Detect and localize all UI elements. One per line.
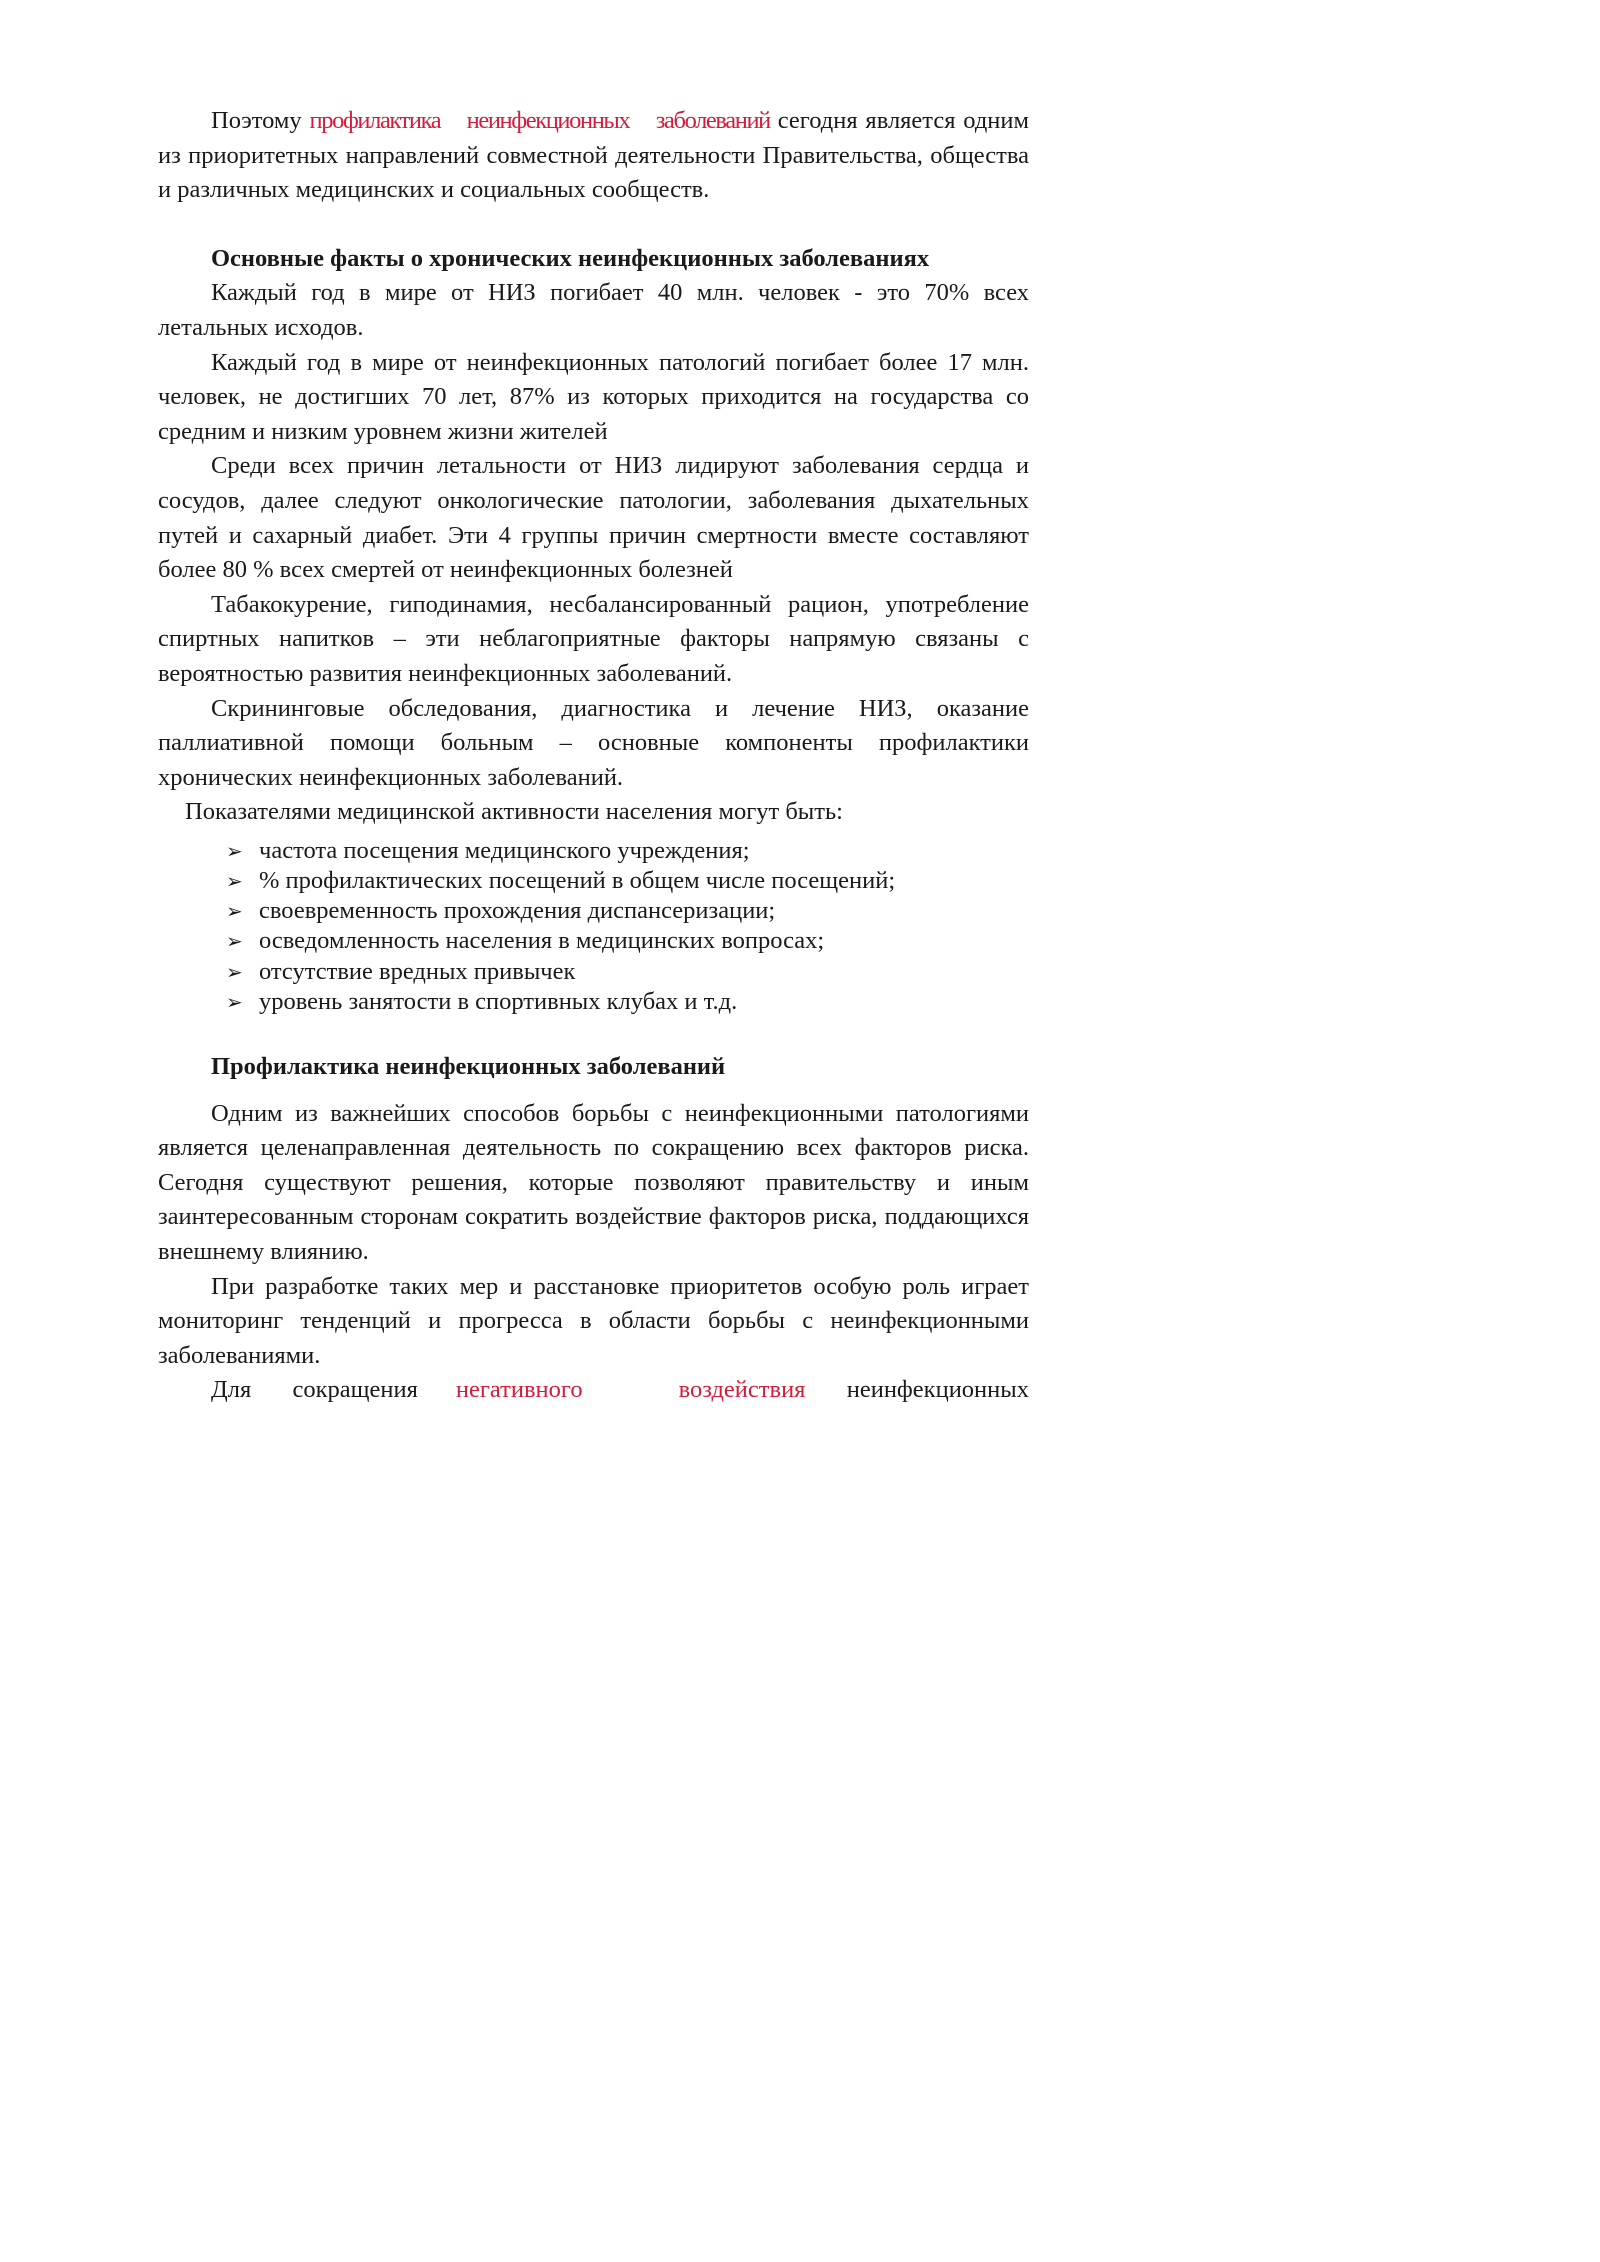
list-item — [226, 926, 1029, 956]
intro-paragraph — [158, 104, 1029, 208]
list-item-text: % профилактических посещений в общем числе посещений; — [259, 867, 896, 895]
intro-highlight: профилактика неинфекционных заболеваний — [309, 107, 770, 134]
arrowhead-bullet-icon: ➢ — [226, 899, 243, 924]
list-item-text: отсутствие вредных привычек — [259, 957, 576, 985]
prevention-heading: Профилактика неинфекционных заболеваний — [211, 1053, 726, 1081]
arrowhead-bullet-icon: ➢ — [226, 869, 243, 894]
list-item-text: уровень занятости в спортивных клубах и т.д. — [259, 987, 738, 1015]
list-item — [226, 866, 1029, 896]
arrowhead-bullet-icon: ➢ — [226, 959, 243, 984]
facts-paragraph-1: Каждый год в мире от НИЗ погибает 40 млн. человек - это 70% всех летальных исходов. — [158, 279, 1029, 341]
arrowhead-bullet-icon: ➢ — [226, 929, 243, 954]
facts-paragraph-5: Скрининговые обследования, диагностика и лечение НИЗ, оказание паллиативной помощи больным – основные компоненты профилактики хронических неинфекционных заболеваний. — [158, 694, 1029, 791]
arrowhead-bullet-icon: ➢ — [226, 838, 243, 863]
indicators-list — [158, 836, 1029, 1017]
final-line-highlight-1: негативного — [455, 1376, 583, 1404]
list-item-text: своевременность прохождения диспансеризации; — [259, 897, 776, 925]
final-line-rest: неинфекционных — [846, 1376, 1029, 1404]
indicators-intro: Показателями медицинской активности населения могут быть: — [185, 798, 843, 826]
final-line-highlight-2: воздействия — [678, 1376, 806, 1404]
facts-heading: Основные факты о хронических неинфекционных заболеваниях — [211, 244, 930, 272]
document-page — [158, 104, 1029, 1408]
prevention-paragraph-2: При разработке таких мер и расстановке приоритетов особую роль играет мониторинг тенденций и прогресса в области борьбы с неинфекционными заболеваниями. — [158, 1272, 1029, 1369]
arrowhead-bullet-icon: ➢ — [226, 989, 243, 1014]
facts-paragraph-2: Каждый год в мире от неинфекционных патологий погибает более 17 млн. человек, не достигших 70 лет, 87% из которых приходится на государства со средним и низким уровнем жизни жителей — [158, 348, 1029, 445]
list-item — [226, 896, 1029, 926]
list-item — [226, 836, 1029, 866]
prevention-paragraph-3 — [158, 1373, 1029, 1408]
facts-paragraph-3: Среди всех причин летальности от НИЗ лидируют заболевания сердца и сосудов, далее следуют онкологические патологии, заболевания дыхательных путей и сахарный диабет. Эти 4 группы причин смертности вместе составляют более 80 % всех смертей от неинфекционных болезней — [158, 452, 1029, 584]
list-item-text: осведомленность населения в медицинских вопросах; — [259, 927, 825, 955]
list-item — [226, 957, 1029, 987]
prevention-paragraph-1: Одним из важнейших способов борьбы с неинфекционными патологиями является целенаправленная деятельность по сокращению всех факторов риска. Сегодня существуют решения, которые позволяют правительству и иным заинтересованным сторонам сократить воздействие факторов риска, поддающихся внешнему влиянию. — [158, 1099, 1029, 1266]
intro-rest: сегодня является одним из приоритетных направлений совместной деятельности Правительства, общества и различных медицинских и социальных сообществ. — [158, 107, 1030, 204]
facts-paragraph-4: Табакокурение, гиподинамия, несбалансированный рацион, употребление спиртных напитков – эти неблагоприятные факторы напрямую связаны с вероятностью развития неинфекционных заболеваний. — [158, 590, 1029, 687]
list-item-text: частота посещения медицинского учреждения; — [259, 836, 750, 864]
final-line-lead: Для сокращения — [211, 1376, 418, 1404]
intro-lead: Поэтому — [211, 107, 302, 134]
list-item — [226, 987, 1029, 1017]
